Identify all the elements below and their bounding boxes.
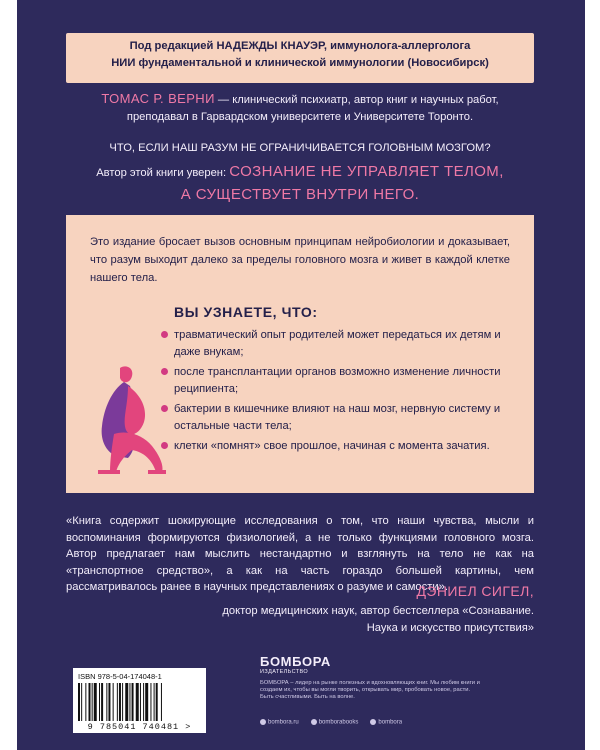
belief-prefix: Автор этой книги уверен: [96, 167, 230, 179]
website-link[interactable]: bombora.ru [260, 719, 299, 726]
learn-item: после трансплантации органов возможно изменение личности реципиента; [174, 364, 504, 397]
author-bio [66, 90, 534, 126]
author-name: ТОМАС Р. ВЕРНИ [101, 91, 215, 106]
social-icon [311, 719, 317, 725]
quote-cred-line-1: доктор медицинских наук, автор бестселлера «Сознавание. [222, 605, 534, 617]
belief-line-2: А СУЩЕСТВУЕТ ВНУТРИ НЕГО. [180, 186, 420, 203]
publisher-logo: БОМБОРА [260, 654, 331, 669]
author-bio-line-2: преподавал в Гарвардском университете и Университете Торонто. [126, 111, 474, 123]
social-link[interactable]: bomborabooks [311, 719, 359, 726]
messenger-link[interactable]: bombora [370, 719, 402, 726]
author-bio-line-1: — клинический психиатр, автор книг и научных работ, [214, 94, 499, 106]
bullet-dot [161, 331, 168, 338]
editor-credit [66, 38, 534, 72]
learn-item: бактерии в кишечнике влияют на наш мозг, нервную систему и остальные части тела; [174, 401, 504, 434]
publisher-links [260, 719, 402, 726]
quote-author: ДЭНИЕЛ СИГЕЛ, [416, 583, 534, 599]
editor-line-2: НИИ фундаментальной и клинической иммунологии (Новосибирск) [111, 57, 489, 69]
learn-item: клетки «помнят» свое прошлое, начиная с момента зачатия. [174, 438, 504, 455]
isbn-text: ISBN 978-5-04-174048-1 [78, 672, 162, 681]
ean-digits: 9 785041 740481 > [87, 722, 192, 732]
quote-cred-line-2: Наука и искусство присутствия» [366, 622, 534, 634]
learn-list [174, 327, 504, 459]
review-quote: «Книга содержит шокирующие исследования о том, что наши чувства, мысли и воспоминания формируются физиологией, а не только функциями головного мозга. Автор предлагает нам мыслить нестандартно и взглянуть на тело не как на «транспортное средство», а как на часть гораздо большей картины, чем рассматривалось ранее в научных представлениях о разуме и самости». [66, 515, 534, 593]
quote-credentials [66, 603, 534, 637]
messenger-icon [370, 719, 376, 725]
barcode-icon [78, 683, 201, 721]
intro-paragraph: Это издание бросает вызов основным принципам нейробиологии и доказывает, что разум выходит далеко за пределы головного мозга и живет в каждой клетке нашего тела. [90, 236, 510, 284]
belief-line-1: СОЗНАНИЕ НЕ УПРАВЛЯЕТ ТЕЛОМ, [229, 163, 504, 180]
learn-title: ВЫ УЗНАЕТЕ, ЧТО: [174, 304, 318, 320]
editor-line-1: Под редакцией НАДЕЖДЫ КНАУЭР, иммунолога-аллерголога [129, 40, 471, 52]
author-belief [66, 161, 534, 207]
learn-item: травматический опыт родителей может передаться их детям и даже внукам; [174, 327, 504, 360]
key-question: ЧТО, ЕСЛИ НАШ РАЗУМ НЕ ОГРАНИЧИВАЕТСЯ ГОЛОВНЫМ МОЗГОМ? [109, 142, 491, 154]
publisher-description: БОМБОРА – лидер на рынке полезных и вдохновляющих книг. Мы любим книги и создаем их, чтобы вы могли творить, открывать мир, пробовать новое, расти. Быть счастливыми. Быть на волне. [260, 680, 480, 701]
seated-figure-illustration [90, 360, 170, 478]
web-icon [260, 719, 266, 725]
publisher-subtitle: ИЗДАТЕЛЬСТВО [260, 669, 309, 675]
